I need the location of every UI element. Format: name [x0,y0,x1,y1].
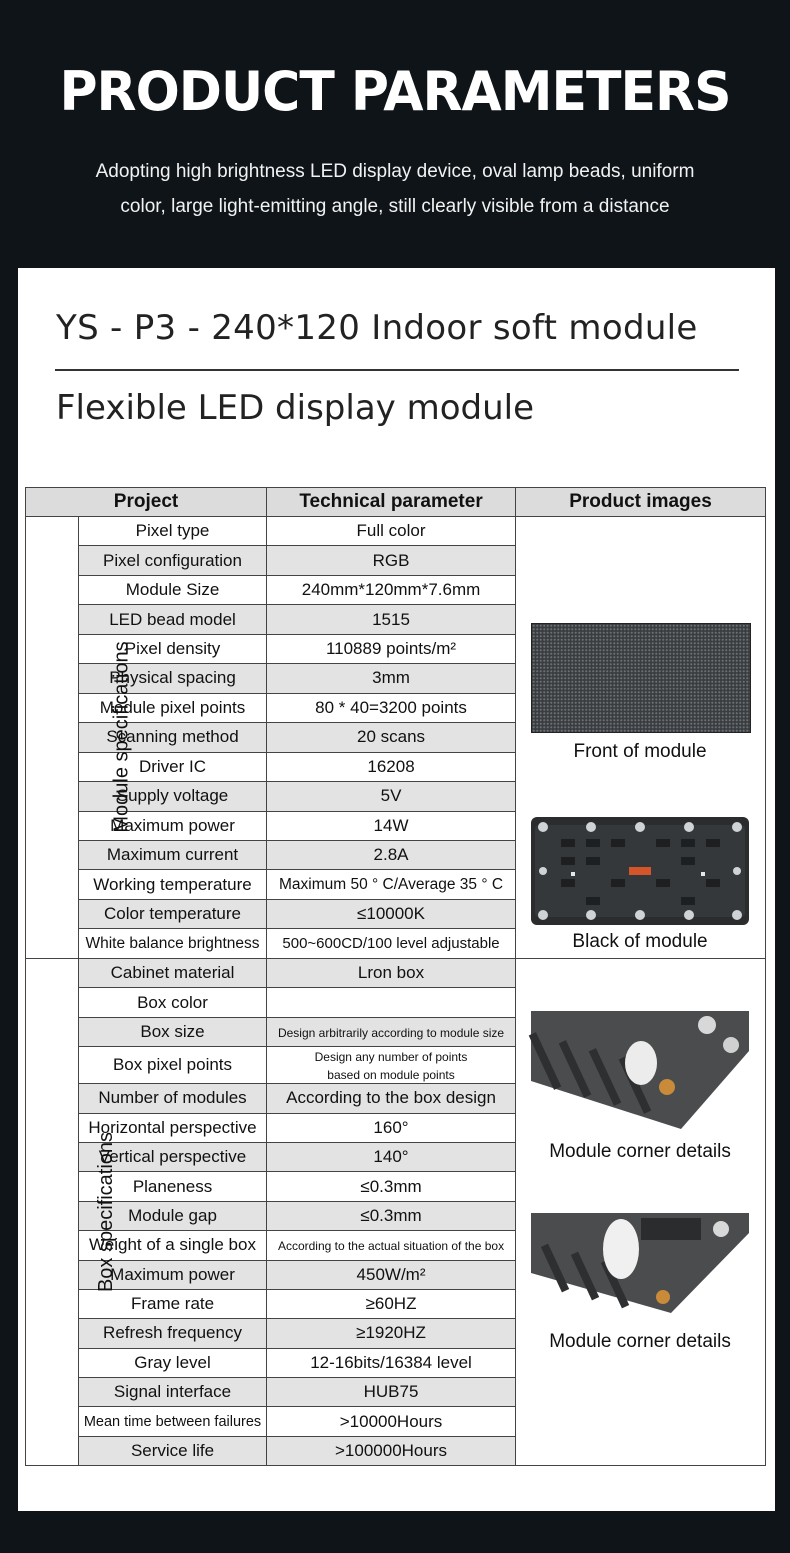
row-value: HUB75 [267,1378,516,1407]
row-value: Design any number of points based on module points [314,1050,468,1083]
row-item: Pixel configuration [79,546,267,575]
row-value: ≥60HZ [267,1289,516,1318]
table-row [26,959,766,988]
row-value: ≤0.3mm [267,1201,516,1230]
row-item: Supply voltage [79,782,267,811]
row-value: 12-16bits/16384 level [267,1348,516,1377]
module-back-image [531,817,749,925]
row-value: 1515 [267,605,516,634]
row-item: LED bead model [79,605,267,634]
row-value: According to the actual situation of the box [277,1239,505,1254]
row-value: 2.8A [267,840,516,869]
row-value: ≤0.3mm [267,1172,516,1201]
row-value: According to the box design [267,1084,516,1113]
row-item: Horizontal perspective [79,1113,267,1142]
module-front-image [531,623,751,733]
row-item: Module gap [79,1201,267,1230]
header-parameter: Technical parameter [267,488,516,517]
box-specs-label: Box specifications [95,1131,118,1292]
subtitle-line-2: color, large light-emitting angle, still clearly visible from a distance [120,196,670,217]
row-item: Cabinet material [79,959,267,988]
row-item: Maximum power [79,811,267,840]
row-value: Lron box [267,959,516,988]
row-value: ≤10000K [267,899,516,928]
row-item: Number of modules [79,1084,267,1113]
module-specs-label: Module specifications [110,641,133,833]
row-value: Maximum 50 ° C/Average 35 ° C [267,870,516,899]
row-item: Physical spacing [79,664,267,693]
title-divider [55,369,739,371]
row-value: 160° [267,1113,516,1142]
row-value: 240mm*120mm*7.6mm [267,575,516,604]
corner-images-cell [516,959,766,1466]
row-value: >10000Hours [267,1407,516,1436]
row-item: Pixel density [79,634,267,663]
row-value: >100000Hours [267,1436,516,1465]
row-item: Scanning method [79,723,267,752]
row-item: Driver IC [79,752,267,781]
row-value: 16208 [267,752,516,781]
row-value: 140° [267,1142,516,1171]
row-value [267,988,516,1017]
row-item: Vertical perspective [79,1142,267,1171]
corner2-caption: Module corner details [549,1330,731,1352]
row-value: 110889 points/m² [267,634,516,663]
row-item: Module Size [79,575,267,604]
row-item: Weight of a single box [79,1231,267,1260]
table-header-row [26,488,766,517]
row-value: RGB [267,546,516,575]
row-value: 450W/m² [267,1260,516,1289]
row-item: Color temperature [79,899,267,928]
row-value: 80 * 40=3200 points [267,693,516,722]
page-subtitle [60,154,730,224]
row-item: Working temperature [79,870,267,899]
back-caption: Black of module [572,931,708,952]
corner1-caption: Module corner details [549,1140,731,1162]
module-subtitle: Flexible LED display module [56,388,535,428]
module-images-cell [516,517,766,959]
row-item: Box size [79,1017,267,1046]
row-value: 14W [267,811,516,840]
row-item: Maximum power [79,1260,267,1289]
row-item: Refresh frequency [79,1319,267,1348]
row-item: Box color [79,988,267,1017]
row-item: Planeness [79,1172,267,1201]
row-item: Frame rate [79,1289,267,1318]
page-title: PRODUCT PARAMETERS [59,60,731,124]
row-item: White balance brightness [79,929,267,959]
module-specs-group [26,517,133,959]
row-item: Module pixel points [79,693,267,722]
box-specs-group [26,959,118,1466]
row-value: ≥1920HZ [267,1319,516,1348]
row-value: 3mm [267,664,516,693]
module-corner-image-1 [531,1011,749,1129]
row-item: Signal interface [79,1378,267,1407]
row-item: Service life [79,1436,267,1465]
front-caption: Front of module [573,741,707,762]
row-item: Gray level [79,1348,267,1377]
subtitle-line-1: Adopting high brightness LED display device, oval lamp beads, uniform [95,161,695,182]
row-item: Maximum current [79,840,267,869]
module-corner-image-2 [531,1213,749,1331]
row-value: Design arbitrarily according to module size [277,1025,505,1040]
header-images: Product images [516,488,766,517]
row-value: 20 scans [267,723,516,752]
table-row [26,517,766,546]
module-title: YS - P3 - 240*120 Indoor soft module [56,308,698,348]
spec-table [25,487,766,1466]
row-value: 5V [267,782,516,811]
row-item: Box pixel points [79,1047,267,1084]
row-item: Mean time between failures [79,1407,267,1436]
row-value: 500~600CD/100 level adjustable [267,929,516,959]
row-item: Pixel type [79,517,267,546]
header-project: Project [26,488,267,517]
circuit-board-icon [531,817,749,925]
row-value: Full color [267,517,516,546]
